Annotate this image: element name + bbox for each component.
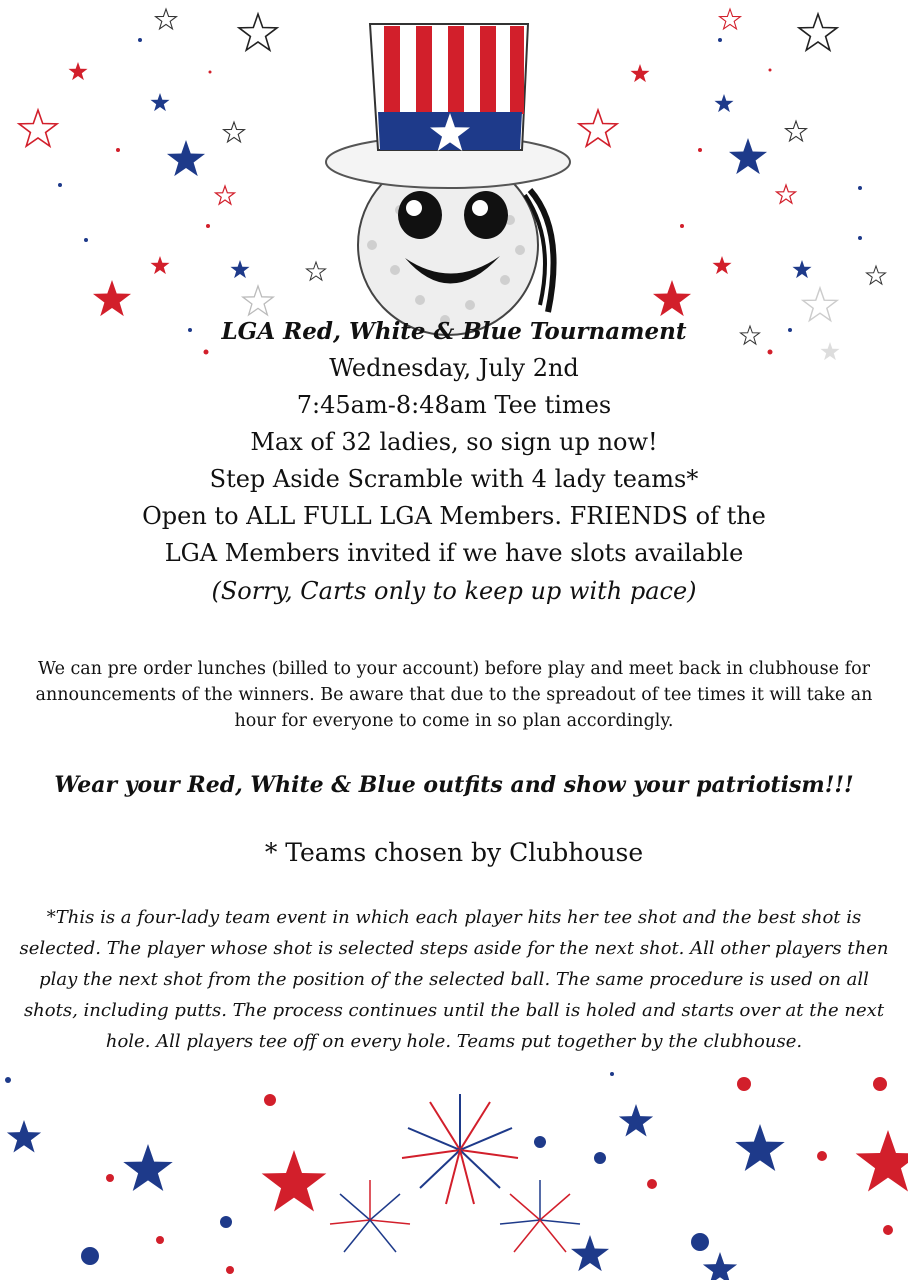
eligibility-line-2: LGA Members invited if we have slots available [164,539,744,567]
format-rules: *This is a four-lady team event in which each player hits her tee shot and the best shot is selected. The player whose shot is selected steps aside for the next shot. All other players then play the next shot from the position of the selected ball. The same procedure is used on all shots, including putts. The process continues until the ball is holed and starts over at the next hole. All players tee off on every hole. Teams put together by the clubhouse. [19,907,889,1052]
star-icon [7,1104,908,1280]
max-players: Max of 32 ladies, so sign up now! [250,428,658,456]
event-date: Wednesday, July 2nd [329,354,579,382]
top-decoration [0,0,908,370]
outfit-slogan: Wear your Red, White & Blue outfits and show your patriotism!!! [54,772,854,798]
carts-note: (Sorry, Carts only to keep up with pace) [211,577,697,605]
eligibility-line-1: Open to ALL FULL LGA Members. FRIENDS of the [142,502,766,530]
teams-note: * Teams chosen by Clubhouse [264,838,644,867]
lunch-info: We can pre order lunches (billed to your account) before play and meet back in clubhouse for announcements of the winners. Be aware that due to the spreadout of tee times it will take an hour for everyone to come in so plan accordingly. [35,659,873,731]
event-format: Step Aside Scramble with 4 lady teams* [209,465,699,493]
bottom-decoration [0,1070,908,1280]
tournament-title: LGA Red, White & Blue Tournament [221,318,687,345]
golf-ball-uncle-sam-hat-icon [326,24,570,335]
fireworks-icon [330,1094,580,1252]
tee-times: 7:45am-8:48am Tee times [296,391,612,419]
